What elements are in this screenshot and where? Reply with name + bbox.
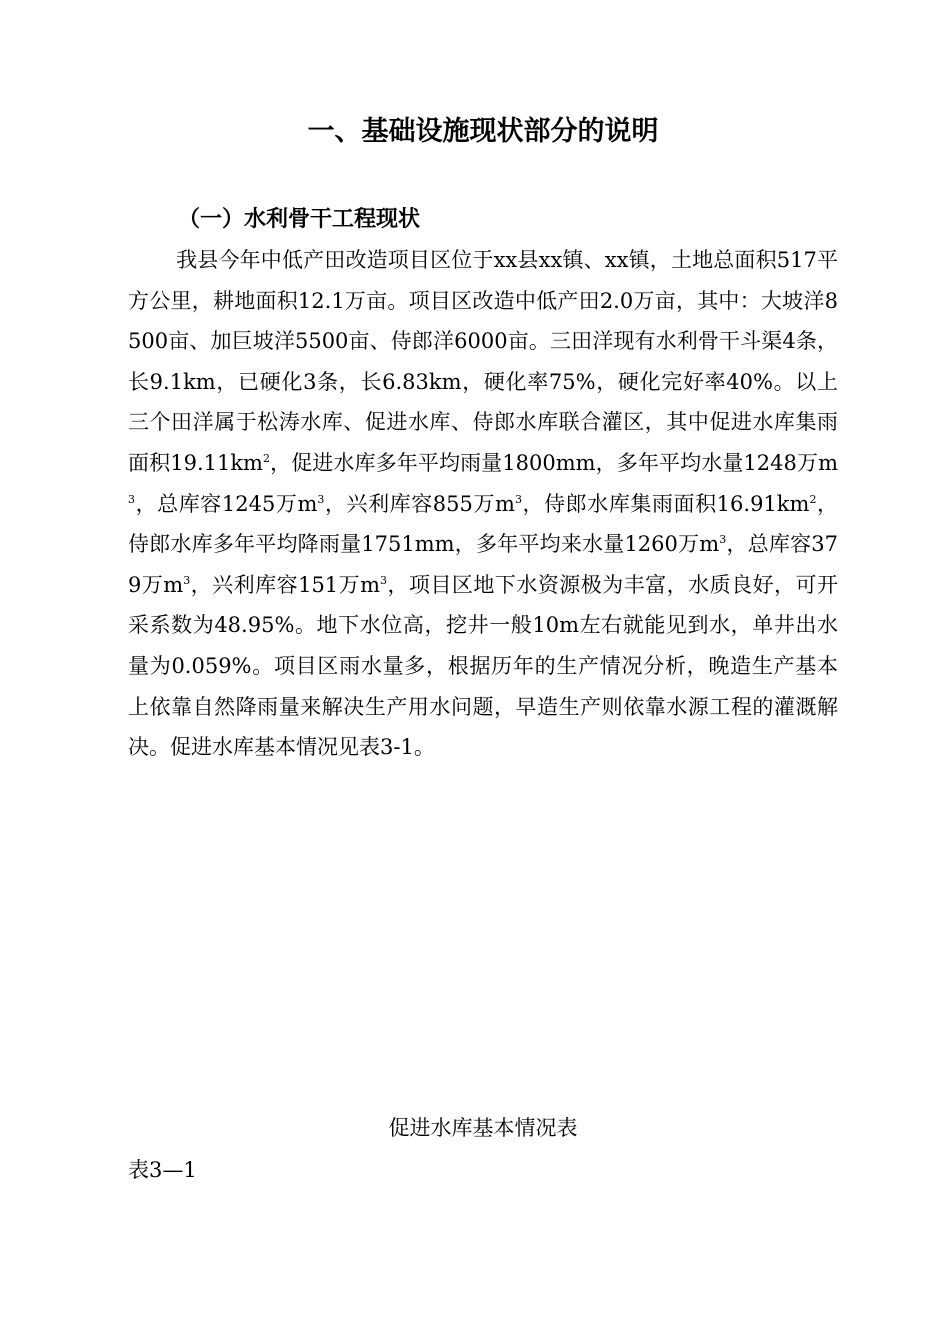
table-number: 表3—1 <box>128 1158 197 1182</box>
superscript: 3 <box>317 492 325 506</box>
superscript: 3 <box>128 492 135 506</box>
paragraph-text: ，促进水库多年平均雨量1800mm，多年平均水量1248万m <box>269 450 839 475</box>
superscript: 3 <box>380 573 388 587</box>
paragraph-text: ，项目区地下水资源极为丰富，水质良好，可开采系数为48.95%。地下水位高，挖井一般10m左右就能见到水，单井出水量为0.059%。项目区雨水量多，根据历年的生产情况分析，晚造生产基本上依靠自然降雨量来解决生产用水问题，早造生产则依靠水源工程的灌溉解决。促进水库基本情况见表3-1。 <box>128 572 839 760</box>
paragraph-text: ，兴利库容151万m <box>190 572 381 597</box>
superscript: 3 <box>183 573 191 587</box>
body-paragraph <box>128 240 838 768</box>
superscript: 3 <box>719 533 727 547</box>
paragraph-text: ，兴利库容855万m <box>324 491 515 516</box>
document-title: 一、基础设施现状部分的说明 <box>307 116 659 147</box>
superscript: 2 <box>262 451 270 465</box>
paragraph-text: ，侍郎水库集雨面积16.91km <box>521 491 810 516</box>
superscript: 2 <box>809 492 817 506</box>
table-caption: 促进水库基本情况表 <box>388 1116 578 1140</box>
paragraph-text: 我县今年中低产田改造项目区位于xx县xx镇、xx镇，土地总面积517平方公里，耕地面积12.1万亩。项目区改造中低产田2.0万亩，其中：大坡洋8500亩、加巨坡洋5500亩、侍郎洋6000亩。三田洋现有水利骨干斗渠4条，长9.1km，已硬化3条，长6.83km，硬化率75%，硬化完好率40%。以上三个田洋属于松涛水库、促进水库、侍郎水库联合灌区，其中促进水库集雨面积19.11km <box>128 248 838 475</box>
paragraph-text: ，总库容379万m <box>128 532 839 597</box>
paragraph-text: ，侍郎水库多年平均降雨量1751mm，多年平均来水量1260万m <box>128 491 839 557</box>
section-heading: （一）水利骨干工程现状 <box>178 207 421 232</box>
superscript: 3 <box>514 492 522 506</box>
paragraph-text: ，总库容1245万m <box>135 491 318 516</box>
